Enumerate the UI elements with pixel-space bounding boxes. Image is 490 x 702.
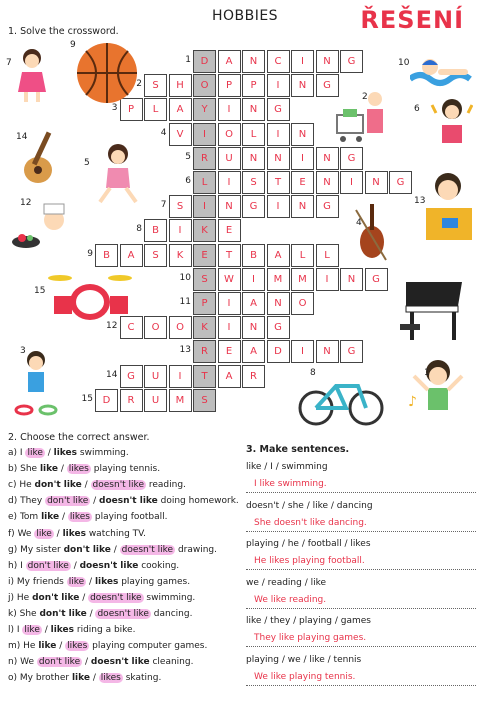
- crossword-cell[interactable]: N: [291, 74, 314, 97]
- key-cell[interactable]: O: [193, 74, 216, 97]
- item-letter: l): [8, 625, 15, 636]
- crossword-cell[interactable]: I: [340, 171, 363, 194]
- picture-number: 15: [34, 286, 46, 296]
- option-a[interactable]: don't like: [63, 544, 111, 555]
- subject: They: [20, 496, 43, 507]
- crossword-cell[interactable]: S: [169, 195, 192, 218]
- crossword-cell[interactable]: O: [218, 123, 241, 146]
- reading-boy-icon: [418, 170, 478, 245]
- picture-number: 14: [16, 132, 28, 142]
- crossword-cell[interactable]: I: [218, 316, 241, 339]
- clue-number: 10: [179, 272, 191, 283]
- crossword-cell[interactable]: B: [242, 244, 265, 267]
- separator: /: [90, 496, 100, 507]
- choice-item: [8, 464, 160, 474]
- sentence-answer[interactable]: We like playing tennis.: [246, 672, 476, 686]
- sentence-end: drawing.: [177, 544, 218, 555]
- crossword-cell[interactable]: A: [169, 98, 192, 121]
- guitar-icon: [20, 125, 70, 185]
- key-cell[interactable]: Y: [193, 98, 216, 121]
- subject: I: [20, 560, 23, 571]
- crossword-cell[interactable]: H: [169, 74, 192, 97]
- crossword-cell[interactable]: A: [120, 244, 143, 267]
- crossword-cell[interactable]: I: [316, 268, 339, 291]
- key-cell[interactable]: S: [193, 389, 216, 412]
- picture-number: 9: [70, 40, 76, 50]
- option-a[interactable]: like: [41, 512, 60, 523]
- crossword-cell[interactable]: T: [218, 244, 241, 267]
- separator: /: [53, 528, 63, 539]
- crossword-cell[interactable]: N: [242, 147, 265, 170]
- crossword-cell[interactable]: B: [95, 244, 118, 267]
- option-a[interactable]: like: [68, 576, 85, 587]
- key-cell[interactable]: E: [193, 244, 216, 267]
- subject: He: [19, 480, 32, 491]
- key-cell[interactable]: T: [193, 365, 216, 388]
- sentence-end: doing homework.: [160, 496, 239, 507]
- option-b[interactable]: doesn't like: [99, 496, 158, 507]
- subject: My sister: [20, 544, 61, 555]
- subject: Tom: [19, 512, 39, 523]
- crossword-cell[interactable]: I: [267, 74, 290, 97]
- crossword-cell[interactable]: N: [316, 147, 339, 170]
- crossword-cell[interactable]: G: [365, 268, 388, 291]
- crossword-cell[interactable]: T: [267, 171, 290, 194]
- crossword-cell[interactable]: K: [169, 244, 192, 267]
- option-b[interactable]: doesn't like: [90, 592, 142, 603]
- sentence-answer[interactable]: I like swimming.: [246, 479, 476, 493]
- sentence-answer[interactable]: They like playing games.: [246, 633, 476, 647]
- sentence-end: reading.: [148, 480, 186, 491]
- crossword-cell[interactable]: B: [144, 219, 167, 242]
- sentence-prompt: doesn't / she / like / dancing: [246, 500, 373, 511]
- option-a[interactable]: don't like: [38, 657, 81, 668]
- option-b[interactable]: doesn't like: [92, 480, 144, 491]
- crossword-cell[interactable]: U: [144, 365, 167, 388]
- sentence-end: cleaning.: [152, 657, 194, 668]
- item-letter: f): [8, 528, 15, 539]
- crossword-cell[interactable]: M: [267, 268, 290, 291]
- sentence-prompt: like / I / swimming: [246, 462, 328, 472]
- subject: We: [17, 528, 32, 539]
- crossword-cell[interactable]: L: [316, 244, 339, 267]
- crossword-cell[interactable]: S: [144, 244, 167, 267]
- item-letter: i): [8, 576, 15, 587]
- crossword-cell[interactable]: N: [365, 171, 388, 194]
- separator: /: [59, 512, 68, 523]
- item-letter: g): [8, 544, 18, 555]
- drums-icon: [48, 268, 133, 333]
- crossword-cell[interactable]: G: [316, 74, 339, 97]
- option-a[interactable]: like: [36, 528, 52, 539]
- crossword-cell[interactable]: C: [267, 50, 290, 73]
- option-a[interactable]: don't like: [39, 609, 87, 619]
- crossword-cell[interactable]: W: [218, 268, 241, 291]
- running-girl-icon: [90, 140, 145, 210]
- listening-girl-icon: [428, 95, 473, 155]
- crossword-cell[interactable]: N: [316, 340, 339, 363]
- choice-item: [8, 641, 207, 651]
- picture-number: 10: [398, 58, 410, 68]
- item-letter: n): [8, 657, 18, 668]
- clue-number: 8: [136, 224, 142, 235]
- key-cell[interactable]: D: [193, 50, 216, 73]
- crossword-cell[interactable]: D: [267, 340, 290, 363]
- clue-number: 3: [111, 103, 118, 114]
- crossword-cell[interactable]: E: [218, 340, 241, 363]
- key-cell[interactable]: P: [193, 292, 216, 315]
- key-cell[interactable]: I: [193, 195, 216, 218]
- choice-item: [8, 561, 179, 571]
- choice-item: [8, 673, 161, 683]
- crossword-cell[interactable]: O: [291, 292, 314, 315]
- clue-number: 15: [81, 393, 93, 404]
- crossword-cell[interactable]: G: [340, 147, 363, 170]
- svg-text:♪: ♪: [408, 394, 417, 410]
- sentence-end: swimming.: [79, 448, 129, 458]
- crossword-cell[interactable]: I: [291, 147, 314, 170]
- playing-boy-icon: [14, 348, 64, 418]
- separator: /: [70, 560, 80, 571]
- crossword-cell[interactable]: A: [242, 340, 265, 363]
- clue-number: 6: [185, 176, 191, 186]
- sentence-end: cooking.: [141, 560, 180, 571]
- singing-girl-icon: [8, 44, 60, 102]
- option-b[interactable]: likes: [100, 673, 121, 684]
- item-letter: m): [8, 641, 21, 652]
- choice-item: [8, 448, 129, 458]
- option-a[interactable]: don't like: [32, 592, 80, 603]
- crossword-cell[interactable]: R: [242, 365, 265, 388]
- option-b[interactable]: likes: [69, 512, 90, 523]
- option-b[interactable]: likes: [94, 576, 119, 587]
- separator: /: [81, 480, 91, 491]
- crossword-cell[interactable]: G: [242, 195, 265, 218]
- option-a[interactable]: don't like: [27, 560, 69, 571]
- picture-number: 8: [310, 368, 316, 378]
- key-cell[interactable]: L: [193, 171, 216, 194]
- sentence-end: swimming.: [146, 592, 196, 603]
- crossword-cell[interactable]: O: [144, 316, 167, 339]
- picture-number: 1: [424, 368, 430, 378]
- crossword-cell[interactable]: G: [267, 98, 290, 121]
- item-letter: j): [8, 592, 15, 603]
- sentence-prompt: playing / we / like / tennis: [246, 654, 362, 665]
- solution-label: ŘEŠENÍ: [360, 6, 464, 34]
- crossword-cell[interactable]: O: [169, 316, 192, 339]
- choice-item: [8, 480, 186, 490]
- sentence-end: watching TV.: [88, 528, 147, 539]
- option-b[interactable]: likes: [67, 641, 88, 652]
- choice-item: [8, 577, 190, 587]
- option-b[interactable]: likes: [62, 528, 86, 539]
- basketball-icon: [72, 38, 142, 108]
- choice-item: [8, 625, 135, 635]
- separator: /: [110, 544, 120, 555]
- sentence-end: skating.: [125, 673, 162, 684]
- key-cell[interactable]: K: [193, 219, 216, 242]
- crossword-cell[interactable]: I: [218, 171, 241, 194]
- crossword-cell[interactable]: P: [242, 74, 265, 97]
- picture-number: 3: [20, 346, 26, 356]
- item-letter: o): [8, 673, 18, 684]
- crossword-cell[interactable]: V: [169, 123, 192, 146]
- crossword-cell[interactable]: I: [291, 340, 314, 363]
- option-b[interactable]: likes: [50, 625, 74, 636]
- option-a[interactable]: like: [71, 673, 90, 684]
- crossword-cell[interactable]: N: [291, 195, 314, 218]
- crossword-cell[interactable]: G: [120, 365, 143, 388]
- crossword-cell[interactable]: P: [218, 74, 241, 97]
- crossword-cell[interactable]: N: [291, 123, 314, 146]
- choice-item: [8, 609, 192, 619]
- crossword-cell[interactable]: C: [120, 316, 143, 339]
- section1-heading: 1. Solve the crossword.: [8, 26, 119, 37]
- section3-heading: 3. Make sentences.: [246, 444, 350, 455]
- option-a[interactable]: don't like: [47, 496, 89, 507]
- option-a[interactable]: like: [24, 625, 40, 636]
- key-cell[interactable]: K: [193, 316, 216, 339]
- option-a[interactable]: like: [39, 464, 58, 475]
- separator: /: [86, 576, 95, 587]
- crossword-cell[interactable]: L: [242, 123, 265, 146]
- shopping-girl-icon: [335, 85, 385, 155]
- separator: /: [44, 448, 54, 458]
- key-cell[interactable]: I: [193, 123, 216, 146]
- option-b[interactable]: likes: [68, 464, 89, 475]
- crossword-cell[interactable]: N: [267, 292, 290, 315]
- crossword-cell[interactable]: S: [144, 74, 167, 97]
- sentence-answer[interactable]: She doesn't like dancing.: [246, 518, 476, 532]
- sentence-end: riding a bike.: [76, 625, 136, 636]
- picture-number: 5: [84, 158, 90, 168]
- crossword-cell[interactable]: M: [291, 268, 314, 291]
- item-letter: k): [8, 609, 17, 619]
- choice-item: [8, 545, 217, 555]
- crossword-cell[interactable]: I: [291, 50, 314, 73]
- item-letter: d): [8, 496, 18, 507]
- choice-item: [8, 529, 146, 539]
- choice-item: [8, 657, 193, 667]
- crossword-cell[interactable]: A: [218, 365, 241, 388]
- option-a[interactable]: like: [38, 641, 57, 652]
- crossword-cell[interactable]: E: [218, 219, 241, 242]
- crossword-cell[interactable]: G: [340, 50, 363, 73]
- crossword-cell[interactable]: N: [340, 268, 363, 291]
- crossword-cell[interactable]: I: [169, 365, 192, 388]
- option-a[interactable]: don't like: [34, 480, 82, 491]
- crossword-cell[interactable]: N: [316, 50, 339, 73]
- picture-number: 13: [414, 196, 426, 206]
- subject: I: [16, 625, 20, 636]
- sentence-end: playing computer games.: [92, 641, 208, 652]
- separator: /: [89, 673, 99, 684]
- clue-number: 12: [106, 321, 118, 332]
- crossword-cell[interactable]: U: [144, 389, 167, 412]
- subject: She: [20, 464, 38, 475]
- crossword-cell[interactable]: N: [242, 50, 265, 73]
- item-letter: a): [8, 448, 18, 458]
- item-letter: e): [8, 512, 18, 523]
- picture-number: 6: [414, 104, 420, 114]
- crossword-cell[interactable]: L: [144, 98, 167, 121]
- crossword-cell[interactable]: I: [267, 195, 290, 218]
- crossword-cell[interactable]: I: [169, 219, 192, 242]
- crossword-cell[interactable]: N: [218, 195, 241, 218]
- option-a[interactable]: like: [27, 448, 43, 458]
- separator: /: [41, 625, 51, 636]
- crossword-cell[interactable]: U: [218, 147, 241, 170]
- choice-item: [8, 496, 239, 506]
- crossword-cell[interactable]: G: [267, 316, 290, 339]
- crossword-cell[interactable]: G: [340, 340, 363, 363]
- swimming-boy-icon: [410, 55, 480, 90]
- clue-number: 2: [136, 79, 142, 90]
- subject: She: [19, 609, 37, 619]
- clue-number: 14: [106, 369, 118, 380]
- subject: We: [20, 657, 35, 668]
- sentence-answer[interactable]: We like reading.: [246, 595, 476, 609]
- subject: I: [19, 448, 23, 458]
- sentence-prompt: playing / he / football / likes: [246, 539, 371, 549]
- sentence-end: playing tennis.: [93, 464, 161, 475]
- choice-item: [8, 593, 195, 603]
- option-b[interactable]: doesn't like: [90, 657, 150, 668]
- crossword-cell[interactable]: N: [242, 98, 265, 121]
- violin-icon: [350, 200, 395, 265]
- sentence-answer[interactable]: He likes playing football.: [246, 556, 476, 570]
- clue-number: 11: [179, 297, 191, 307]
- worksheet-title: HOBBIES: [211, 8, 279, 24]
- clue-number: 9: [87, 248, 93, 259]
- dancing-boy-icon: [406, 356, 471, 426]
- sentence-prompt: we / reading / like: [246, 577, 327, 588]
- bike-icon: [296, 372, 386, 427]
- separator: /: [79, 592, 89, 603]
- option-b[interactable]: doesn't like: [97, 609, 149, 619]
- crossword-cell[interactable]: N: [267, 147, 290, 170]
- crossword-cell[interactable]: E: [291, 171, 314, 194]
- crossword-cell[interactable]: I: [242, 268, 265, 291]
- separator: /: [82, 657, 91, 668]
- option-b[interactable]: doesn't like: [79, 560, 139, 571]
- key-cell[interactable]: R: [193, 340, 216, 363]
- clue-number: 4: [160, 127, 167, 138]
- crossword-cell[interactable]: R: [120, 389, 143, 412]
- option-b[interactable]: doesn't like: [121, 544, 174, 555]
- key-cell[interactable]: R: [193, 147, 216, 170]
- item-letter: h): [8, 560, 18, 571]
- crossword-cell[interactable]: I: [267, 123, 290, 146]
- crossword-cell[interactable]: G: [316, 195, 339, 218]
- piano-icon: [398, 268, 468, 343]
- item-letter: b): [8, 464, 18, 475]
- crossword-cell[interactable]: A: [218, 50, 241, 73]
- separator: /: [56, 641, 66, 652]
- separator: /: [86, 609, 96, 619]
- crossword-cell[interactable]: N: [316, 171, 339, 194]
- subject: My friends: [16, 576, 64, 587]
- crossword-cell[interactable]: A: [267, 244, 290, 267]
- crossword-cell[interactable]: D: [95, 389, 118, 412]
- crossword-cell[interactable]: S: [242, 171, 265, 194]
- picture-number: 12: [20, 198, 32, 208]
- clue-number: 7: [160, 200, 167, 211]
- separator: /: [57, 464, 67, 475]
- key-cell[interactable]: S: [193, 268, 216, 291]
- subject: My brother: [19, 673, 70, 684]
- clue-number: 13: [179, 345, 191, 356]
- section2-heading: 2. Choose the correct answer.: [8, 432, 150, 443]
- crossword-cell[interactable]: I: [218, 98, 241, 121]
- picture-number: 2: [362, 92, 368, 102]
- crossword-cell[interactable]: G: [389, 171, 412, 194]
- crossword-cell[interactable]: N: [242, 316, 265, 339]
- clue-number: 5: [185, 151, 191, 162]
- picture-number: 7: [6, 58, 12, 68]
- clue-number: 1: [185, 55, 191, 65]
- crossword-cell[interactable]: M: [169, 389, 192, 412]
- picture-number: 11: [410, 282, 422, 292]
- crossword-cell[interactable]: A: [242, 292, 265, 315]
- sentence-end: dancing.: [153, 609, 193, 619]
- item-letter: c): [8, 480, 17, 491]
- choice-item: [8, 512, 168, 522]
- crossword-cell[interactable]: P: [120, 98, 143, 121]
- subject: He: [23, 641, 36, 652]
- sentence-end: playing games.: [121, 576, 191, 587]
- crossword-cell[interactable]: I: [218, 292, 241, 315]
- option-b[interactable]: likes: [53, 448, 78, 458]
- sentence-end: playing football.: [94, 512, 168, 523]
- picture-number: 4: [356, 218, 362, 228]
- crossword-cell[interactable]: L: [291, 244, 314, 267]
- subject: He: [16, 592, 30, 603]
- sentence-prompt: like / they / playing / games: [246, 616, 371, 626]
